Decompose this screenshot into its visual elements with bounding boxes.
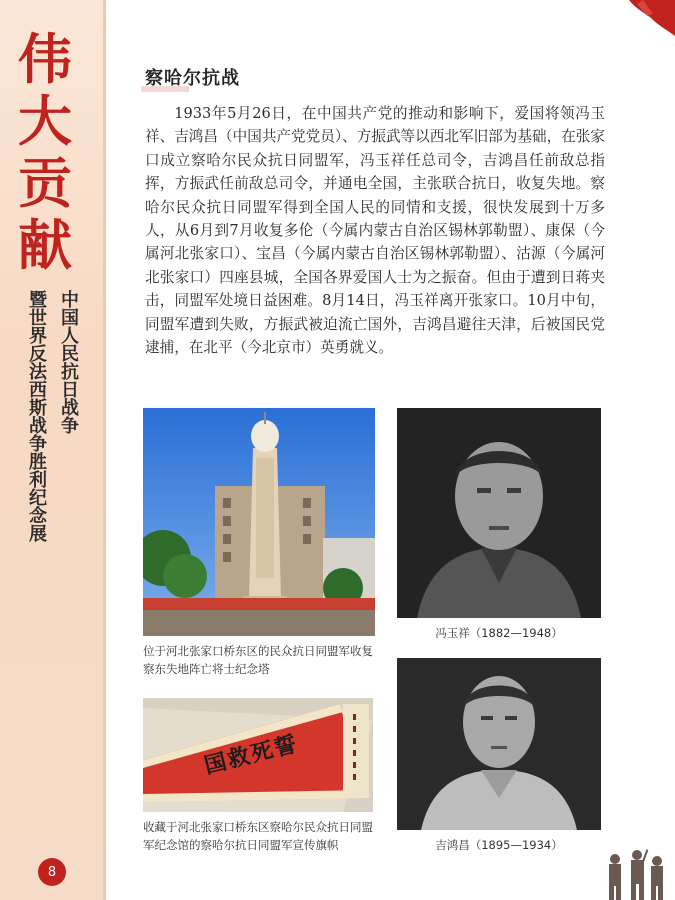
banner-caption: 收藏于河北张家口桥东区察哈尔民众抗日同盟军纪念馆的察哈尔抗日同盟军宣传旗帜 — [143, 820, 373, 852]
ji-hongchang-portrait — [397, 658, 601, 830]
section-title: 察哈尔抗战 — [145, 64, 240, 90]
soldiers-silhouette-decoration — [595, 845, 675, 900]
title-char: 贡 — [18, 151, 72, 215]
page-number: 8 — [38, 858, 66, 886]
article-body: 1933年5月26日，在中国共产党的推动和影响下，爱国将领冯玉祥、吉鸿昌（中国共产党党员）、方振武等以西北军旧部为基础，在张家口成立察哈尔民众抗日同盟军，冯玉祥任总司令，吉鸿昌任前敌总指挥，方振武任前敌总司令，并通电全国，主张联合抗日，收复失地。察哈尔民众抗日同盟军得到全国人民的同情和支援，很快发展到十万多人，从6月到7月收复多伦（今属内蒙古自治区锡林郭勒盟）、康保（今属河北张家口）、宝昌（今属内蒙古自治区锡林郭勒盟）、沽源（今属河北张家口）四座县城，全国各界爱国人士为之振奋。但由于遭到日蒋夹击，同盟军处境日益困难。8月14日，冯玉祥离开张家口。10月中旬，同盟军遭到失败，方振武被迫流亡国外，吉鸿昌避往天津，后被国民党逮捕，在北平（今北京市）英勇就义。 — [145, 105, 605, 357]
feng-yuxiang-portrait — [397, 408, 601, 618]
ji-hongchang-caption: 吉鸿昌（1895—1934） — [435, 838, 563, 852]
title-char: 献 — [18, 213, 72, 277]
monument-caption: 位于河北张家口桥东区的民众抗日同盟军收复察东失地阵亡将士纪念塔 — [143, 644, 373, 676]
propaganda-banner-photo — [143, 698, 373, 812]
title-char: 伟 — [18, 27, 72, 91]
title-char: 大 — [18, 89, 72, 153]
monument-photo — [143, 408, 375, 636]
exhibition-title — [18, 28, 98, 276]
exhibition-subtitle-line1: 中国人民抗日战争 — [58, 290, 79, 434]
banner-slogan: 誓死救国 — [201, 730, 302, 780]
brush-stroke-decoration — [623, 0, 675, 40]
feng-yuxiang-caption: 冯玉祥（1882—1948） — [435, 626, 563, 640]
exhibition-subtitle-line2: 暨世界反法西斯战争胜利纪念展 — [26, 290, 47, 542]
